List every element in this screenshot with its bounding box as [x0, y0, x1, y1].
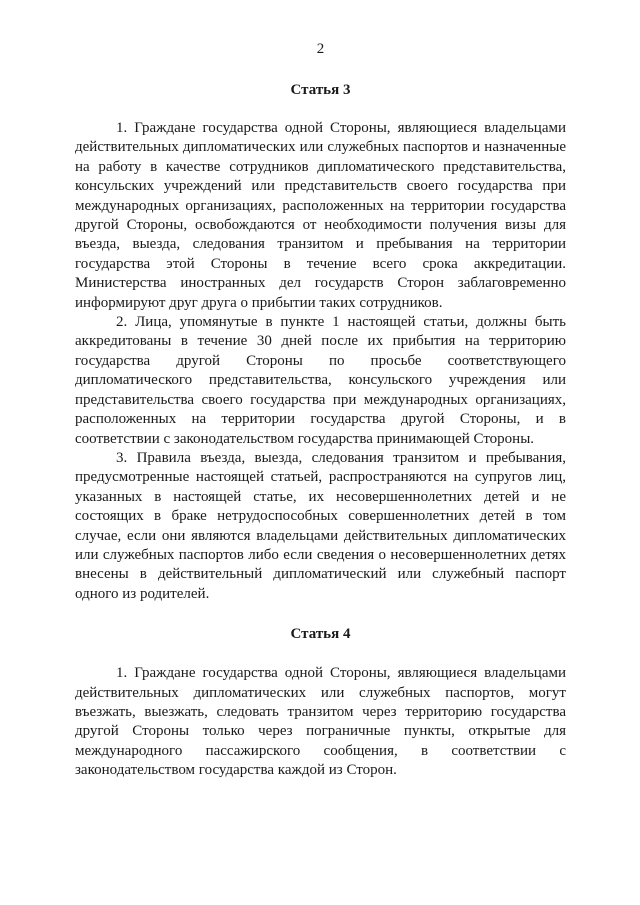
article-3-paragraph-3: 3. Правила въезда, выезда, следования транзитом и пребывания, предусмотренные настоящей статьей, распространяются на супругов лиц, указанных в настоящей статье, их несовершеннолетних детей и не состоящих в браке нетрудоспособных совершеннолетних детей в том случае, если они являются владельцами действительных дипломатических или служебных паспортов либо если сведения о несовершеннолетних детях внесены в действительный дипломатический или служебный паспорт одного из родителей. [75, 449, 566, 602]
article-4 [75, 624, 566, 780]
article-3-paragraph-1: 1. Граждане государства одной Стороны, являющиеся владельцами действительных дипломатических или служебных паспортов и назначенные на работу в качестве сотрудников дипломатического представительства, консульских учреждений или представительств своего государства при международных организациях, расположенных на территории государства другой Стороны, освобождаются от необходимости получения визы для въезда, выезда, следования транзитом и пребывания на территории государства этой Стороны в течение всего срока аккредитации. Министерства иностранных дел государств Сторон заблаговременно информируют друг друга о прибытии таких сотрудников. [75, 120, 566, 311]
page-number: 2 [316, 41, 325, 57]
article-3-title: Статья 3 [290, 82, 351, 98]
article-4-title: Статья 4 [290, 626, 351, 643]
article-3-paragraph-2: 2. Лица, упомянутые в пункте 1 настоящей статьи, должны быть аккредитованы в течение 30 дней после их прибытия на территорию государства другой Стороны по просьбе соответствующего дипломатического представительства, консульского учреждения или представительства своего государства при международных организациях, расположенных на территории государства другой Стороны, и в соответствии с законодательством государства принимающей Стороны. [75, 314, 566, 447]
document-page [75, 38, 566, 781]
article-3 [75, 80, 566, 604]
article-4-paragraph-1: 1. Граждане государства одной Стороны, являющиеся владельцами действительных дипломатических или служебных паспортов, могут въезжать, выезжать, следовать транзитом через территорию государства другой Стороны только через пограничные пункты, открытые для международного пассажирского сообщения, в соответствии с законодательством государства каждой из Сторон. [75, 665, 566, 779]
